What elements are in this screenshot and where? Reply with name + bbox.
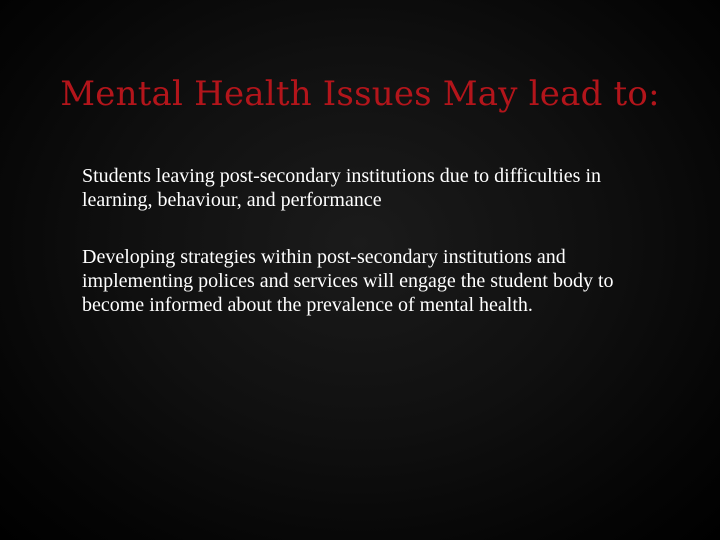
body-paragraph-2: Developing strategies within post-secondary institutions and implementing polices and services will engage the student body to become informed about the prevalence of mental health. — [82, 246, 614, 316]
slide-title: Mental Health Issues May lead to: — [60, 74, 660, 114]
body-paragraph-1: Students leaving post-secondary institutions due to difficulties in learning, behaviour, and performance — [82, 165, 602, 211]
slide-body — [82, 164, 662, 350]
